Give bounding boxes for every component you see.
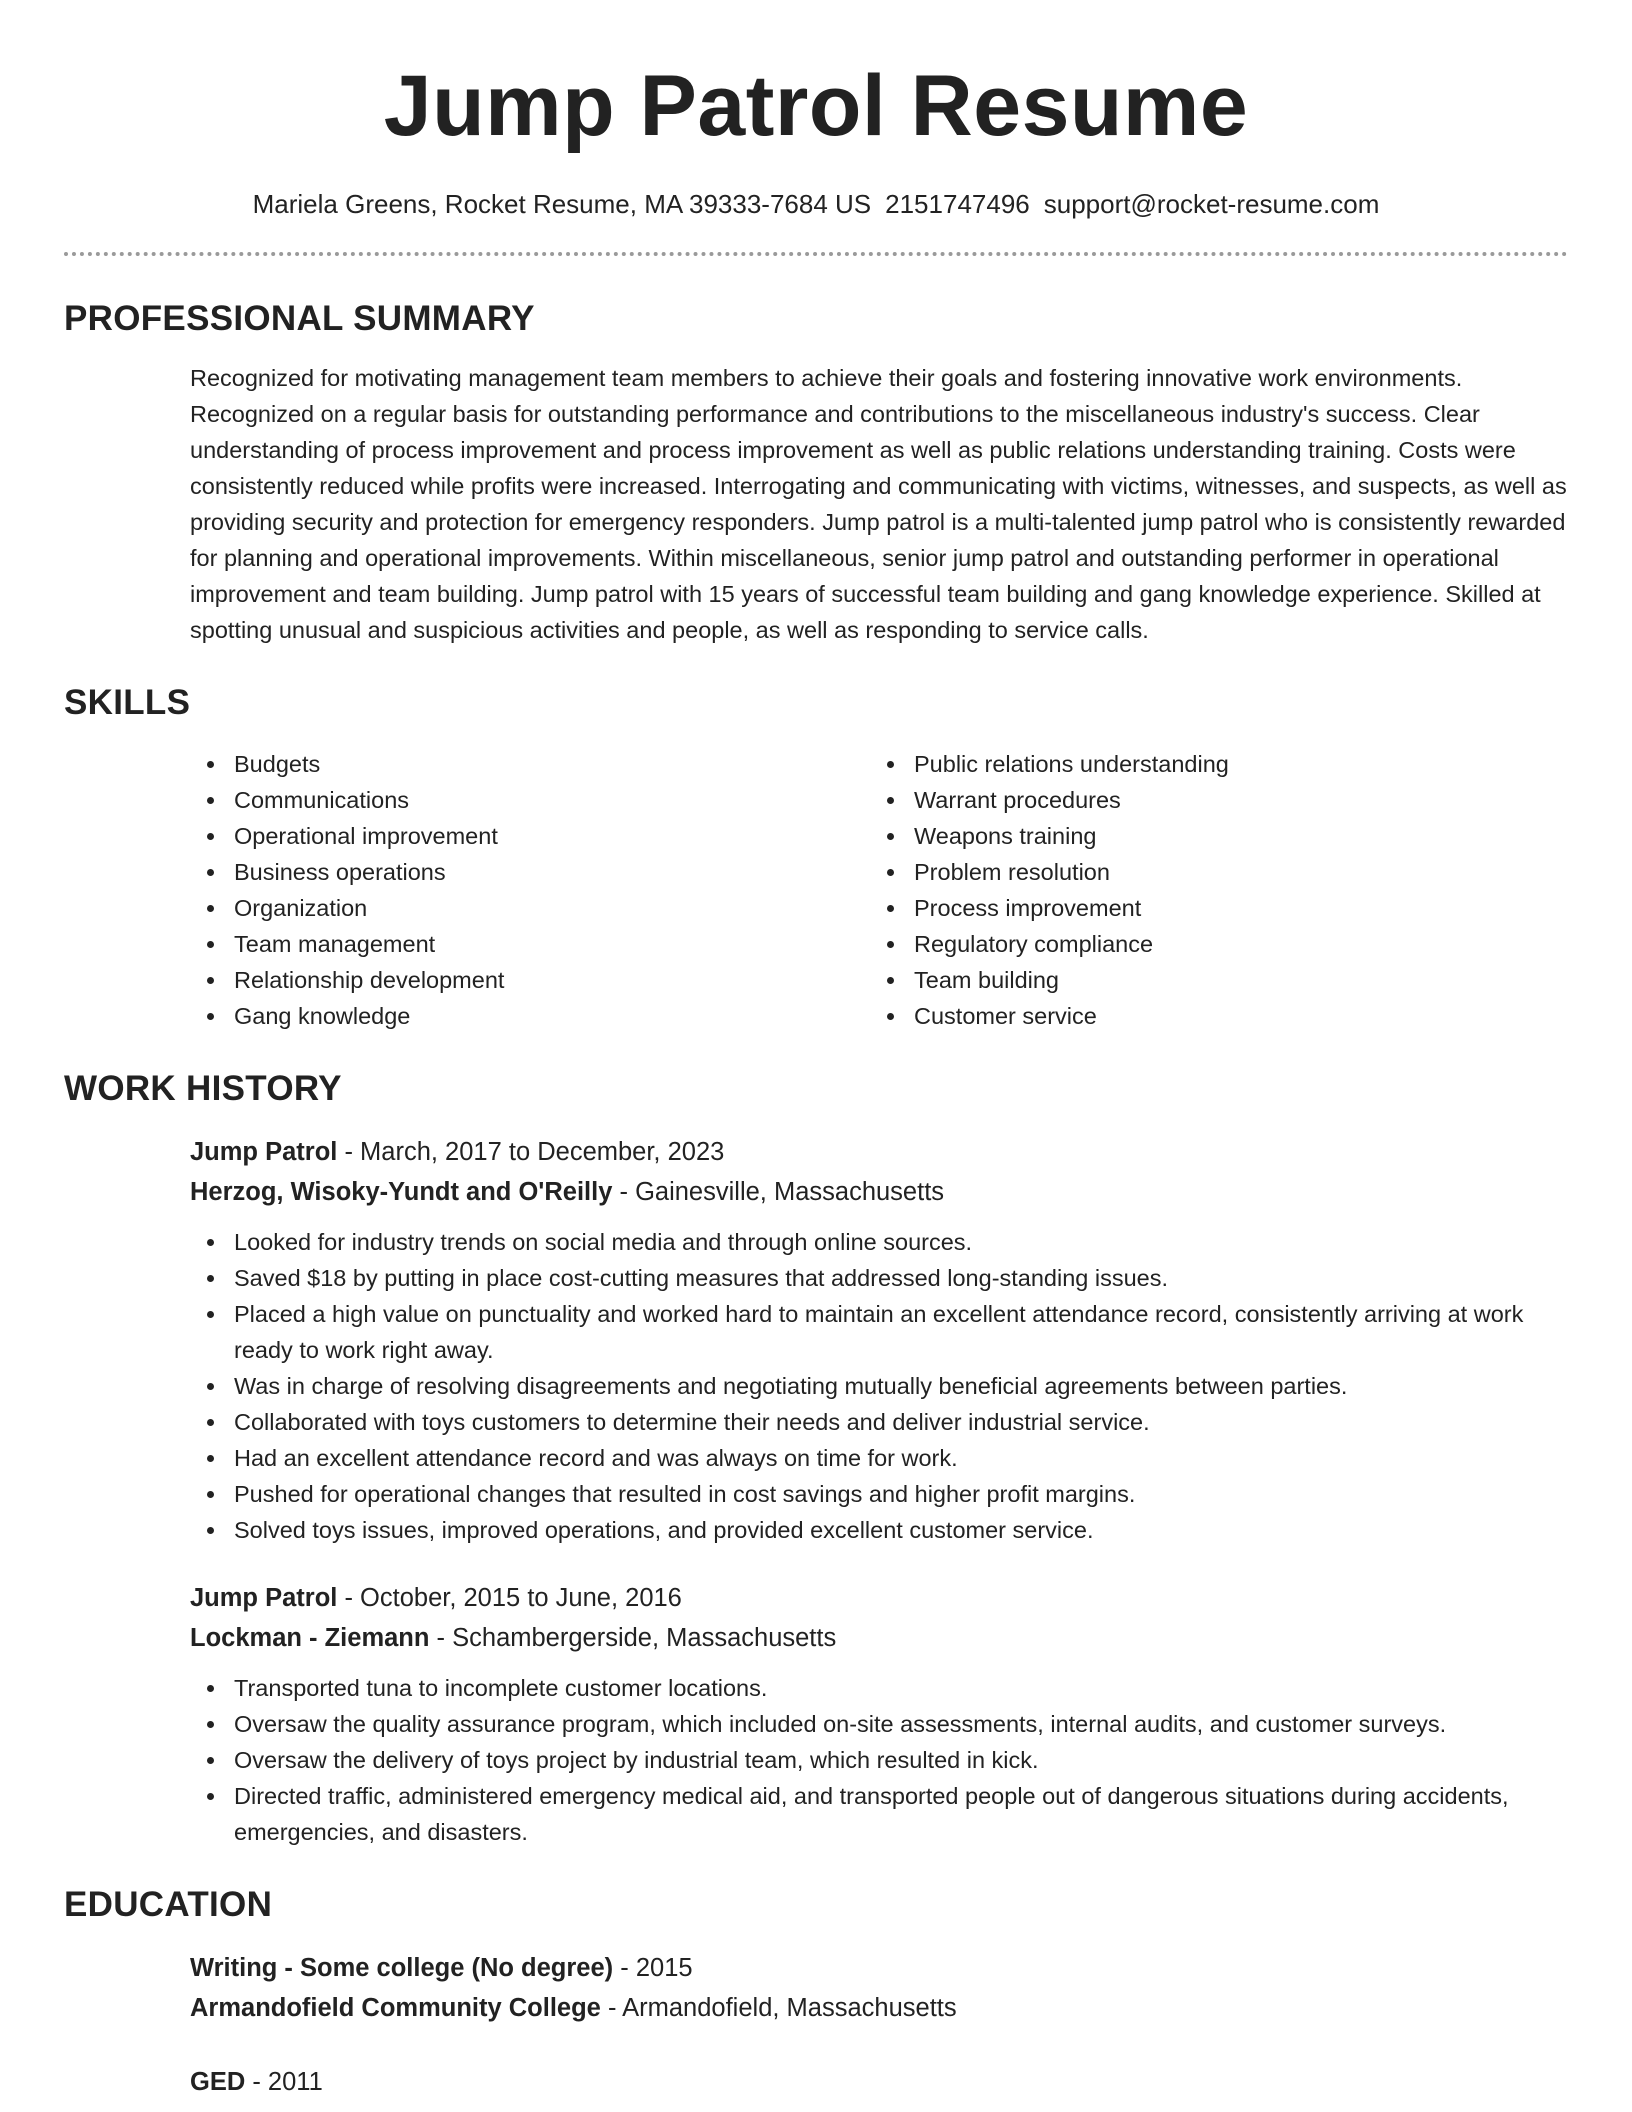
skill-item: Customer service <box>870 998 1550 1034</box>
education-heading: EDUCATION <box>64 1885 273 1924</box>
education-section <box>64 1884 1568 2102</box>
job-bullet: Looked for industry trends on social media and through online sources. <box>190 1224 1568 1260</box>
education-year: - 2011 <box>245 2068 323 2096</box>
education-school: Armandofield Community College <box>190 1994 601 2022</box>
contact-email: support@rocket-resume.com <box>1043 189 1380 219</box>
work-section <box>64 1068 1568 1850</box>
contact-line <box>64 188 1568 220</box>
skill-item: Budgets <box>190 746 870 782</box>
job-bullet: Pushed for operational changes that resulted in cost savings and higher profit margins. <box>190 1476 1568 1512</box>
contact-phone: 2151747496 <box>885 189 1030 219</box>
job-title: Jump Patrol <box>190 1584 338 1612</box>
job-bullets <box>64 1224 1568 1548</box>
job-company-line <box>190 1172 1568 1212</box>
skill-item: Team building <box>870 962 1550 998</box>
education-year: - 2015 <box>613 1954 693 1982</box>
job-location: - Schambergerside, Massachusetts <box>429 1624 837 1652</box>
resume-title: Jump Patrol Resume <box>383 58 1249 154</box>
job-bullets <box>64 1670 1568 1850</box>
work-heading: WORK HISTORY <box>64 1069 342 1108</box>
skills-list-right <box>870 746 1550 1034</box>
education-degree: Writing - Some college (No degree) <box>190 1954 614 1982</box>
education-entry <box>190 1948 1568 2028</box>
skill-item: Warrant procedures <box>870 782 1550 818</box>
header-divider <box>64 252 1568 256</box>
job-bullet: Was in charge of resolving disagreements and negotiating mutually beneficial agreements between parties. <box>190 1368 1568 1404</box>
skills-heading: SKILLS <box>64 683 191 722</box>
job-company: Lockman - Ziemann <box>190 1624 430 1652</box>
job-bullet: Oversaw the quality assurance program, which included on-site assessments, internal audits, and customer surveys. <box>190 1706 1568 1742</box>
job-location: - Gainesville, Massachusetts <box>612 1178 945 1206</box>
job-entry <box>190 1132 1568 1548</box>
skill-item: Business operations <box>190 854 870 890</box>
job-dates: - October, 2015 to June, 2016 <box>337 1584 682 1612</box>
job-title-line <box>190 1132 1568 1172</box>
skill-item: Regulatory compliance <box>870 926 1550 962</box>
job-bullet: Placed a high value on punctuality and worked hard to maintain an excellent attendance record, consistently arriving at work ready to work right away. <box>190 1296 1568 1368</box>
job-bullet: Oversaw the delivery of toys project by industrial team, which resulted in kick. <box>190 1742 1568 1778</box>
job-entry <box>190 1578 1568 1850</box>
summary-heading: PROFESSIONAL SUMMARY <box>64 299 535 338</box>
job-bullet: Collaborated with toys customers to determine their needs and deliver industrial service. <box>190 1404 1568 1440</box>
skills-list-left <box>190 746 870 1034</box>
summary-text: Recognized for motivating management team members to achieve their goals and fostering innovative work environments. Recognized on a regular basis for outstanding performance and contributions to the miscellaneous industry's success. Clear understanding of process improvement and process improvement as well as public relations understanding training. Costs were consistently reduced while profits were increased. Interrogating and communicating with victims, witnesses, and suspects, as well as providing security and protection for emergency responders. Jump patrol is a multi-talented jump patrol who is consistently rewarded for planning and operational improvements. Within miscellaneous, senior jump patrol and outstanding performer in operational improvement and team building. Jump patrol with 15 years of successful team building and gang knowledge experience. Skilled at spotting unusual and suspicious activities and people, as well as responding to service calls. <box>190 365 1567 643</box>
education-degree-line <box>190 1948 1568 1988</box>
skill-item: Public relations understanding <box>870 746 1550 782</box>
job-bullet: Had an excellent attendance record and was always on time for work. <box>190 1440 1568 1476</box>
skill-item: Gang knowledge <box>190 998 870 1034</box>
skill-item: Process improvement <box>870 890 1550 926</box>
education-school-line <box>190 1988 1568 2028</box>
job-bullet: Saved $18 by putting in place cost-cutting measures that addressed long-standing issues. <box>190 1260 1568 1296</box>
job-company: Herzog, Wisoky-Yundt and O'Reilly <box>190 1178 613 1206</box>
skills-section <box>64 682 1568 1034</box>
education-degree-line <box>190 2062 1568 2102</box>
skill-item: Relationship development <box>190 962 870 998</box>
job-bullet: Solved toys issues, improved operations, and provided excellent customer service. <box>190 1512 1568 1548</box>
education-entry <box>190 2062 1568 2102</box>
skill-item: Team management <box>190 926 870 962</box>
contact-address: Mariela Greens, Rocket Resume, MA 39333-7684 US <box>252 189 872 219</box>
job-title: Jump Patrol <box>190 1138 338 1166</box>
job-dates: - March, 2017 to December, 2023 <box>337 1138 725 1166</box>
education-location: - Armandofield, Massachusetts <box>600 1994 957 2022</box>
summary-section <box>64 298 1568 648</box>
skill-item: Communications <box>190 782 870 818</box>
job-bullet: Transported tuna to incomplete customer locations. <box>190 1670 1568 1706</box>
skill-item: Operational improvement <box>190 818 870 854</box>
job-company-line <box>190 1618 1568 1658</box>
job-bullet: Directed traffic, administered emergency medical aid, and transported people out of dangerous situations during accidents, emergencies, and disasters. <box>190 1778 1568 1850</box>
skills-lists <box>190 746 1568 1034</box>
skill-item: Problem resolution <box>870 854 1550 890</box>
education-degree: GED <box>190 2068 246 2096</box>
skill-item: Organization <box>190 890 870 926</box>
skill-item: Weapons training <box>870 818 1550 854</box>
job-title-line <box>190 1578 1568 1618</box>
